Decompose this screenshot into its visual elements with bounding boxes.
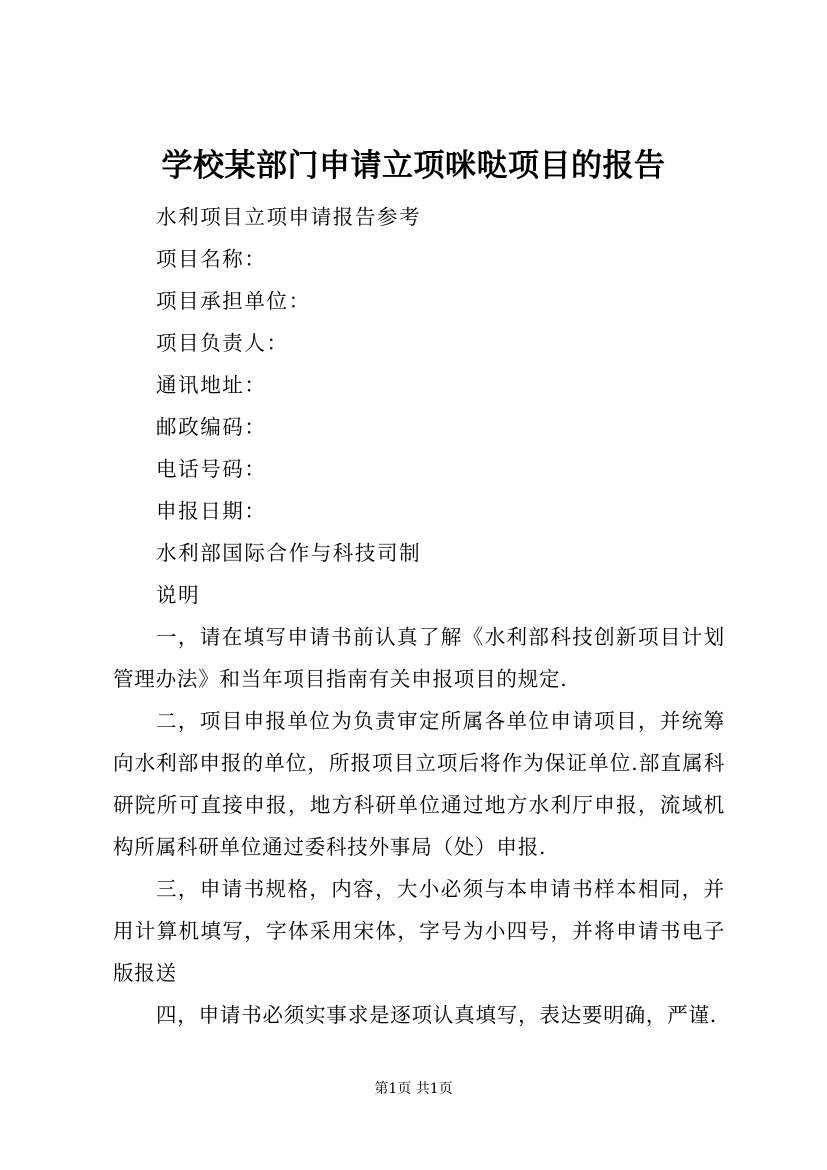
- paragraph-1: 一，请在填写申请书前认真了解《水利部科技创新项目计划管理办法》和当年项目指南有关申报项目的规定.: [113, 625, 725, 691]
- issuer-line: 水利部国际合作与科技司制: [156, 541, 422, 565]
- field-date: 申报日期：: [156, 499, 267, 523]
- field-postal-code: 邮政编码：: [156, 415, 267, 439]
- field-project-leader: 项目负责人：: [156, 331, 289, 355]
- field-project-name: 项目名称：: [156, 247, 267, 271]
- paragraph-3: 三，申请书规格，内容，大小必须与本申请书样本相同，并用计算机填写，字体采用宋体，字号为小四号，并将申请书电子版报送: [113, 877, 725, 985]
- field-phone: 电话号码：: [156, 457, 267, 481]
- page-footer: 第1页 共1页: [374, 1081, 453, 1097]
- document-body: [113, 196, 725, 1036]
- section-heading-notes: 说明: [156, 583, 201, 607]
- subtitle-line: 水利项目立项申请报告参考: [156, 205, 422, 229]
- field-address: 通讯地址：: [156, 373, 267, 397]
- paragraph-2: 二，项目申报单位为负责审定所属各单位申请项目，并统筹向水利部申报的单位，所报项目立项后将作为保证单位.部直属科研院所可直接申报，地方科研单位通过地方水利厅申报，流域机构所属科研单位通过委科技外事局（处）申报.: [113, 709, 725, 859]
- paragraph-4: 四，申请书必须实事求是逐项认真填写，表达要明确，严谨.: [156, 1003, 718, 1027]
- field-undertaking-unit: 项目承担单位：: [156, 289, 311, 313]
- document-title: 学校某部门申请立项咪哒项目的报告: [161, 148, 666, 184]
